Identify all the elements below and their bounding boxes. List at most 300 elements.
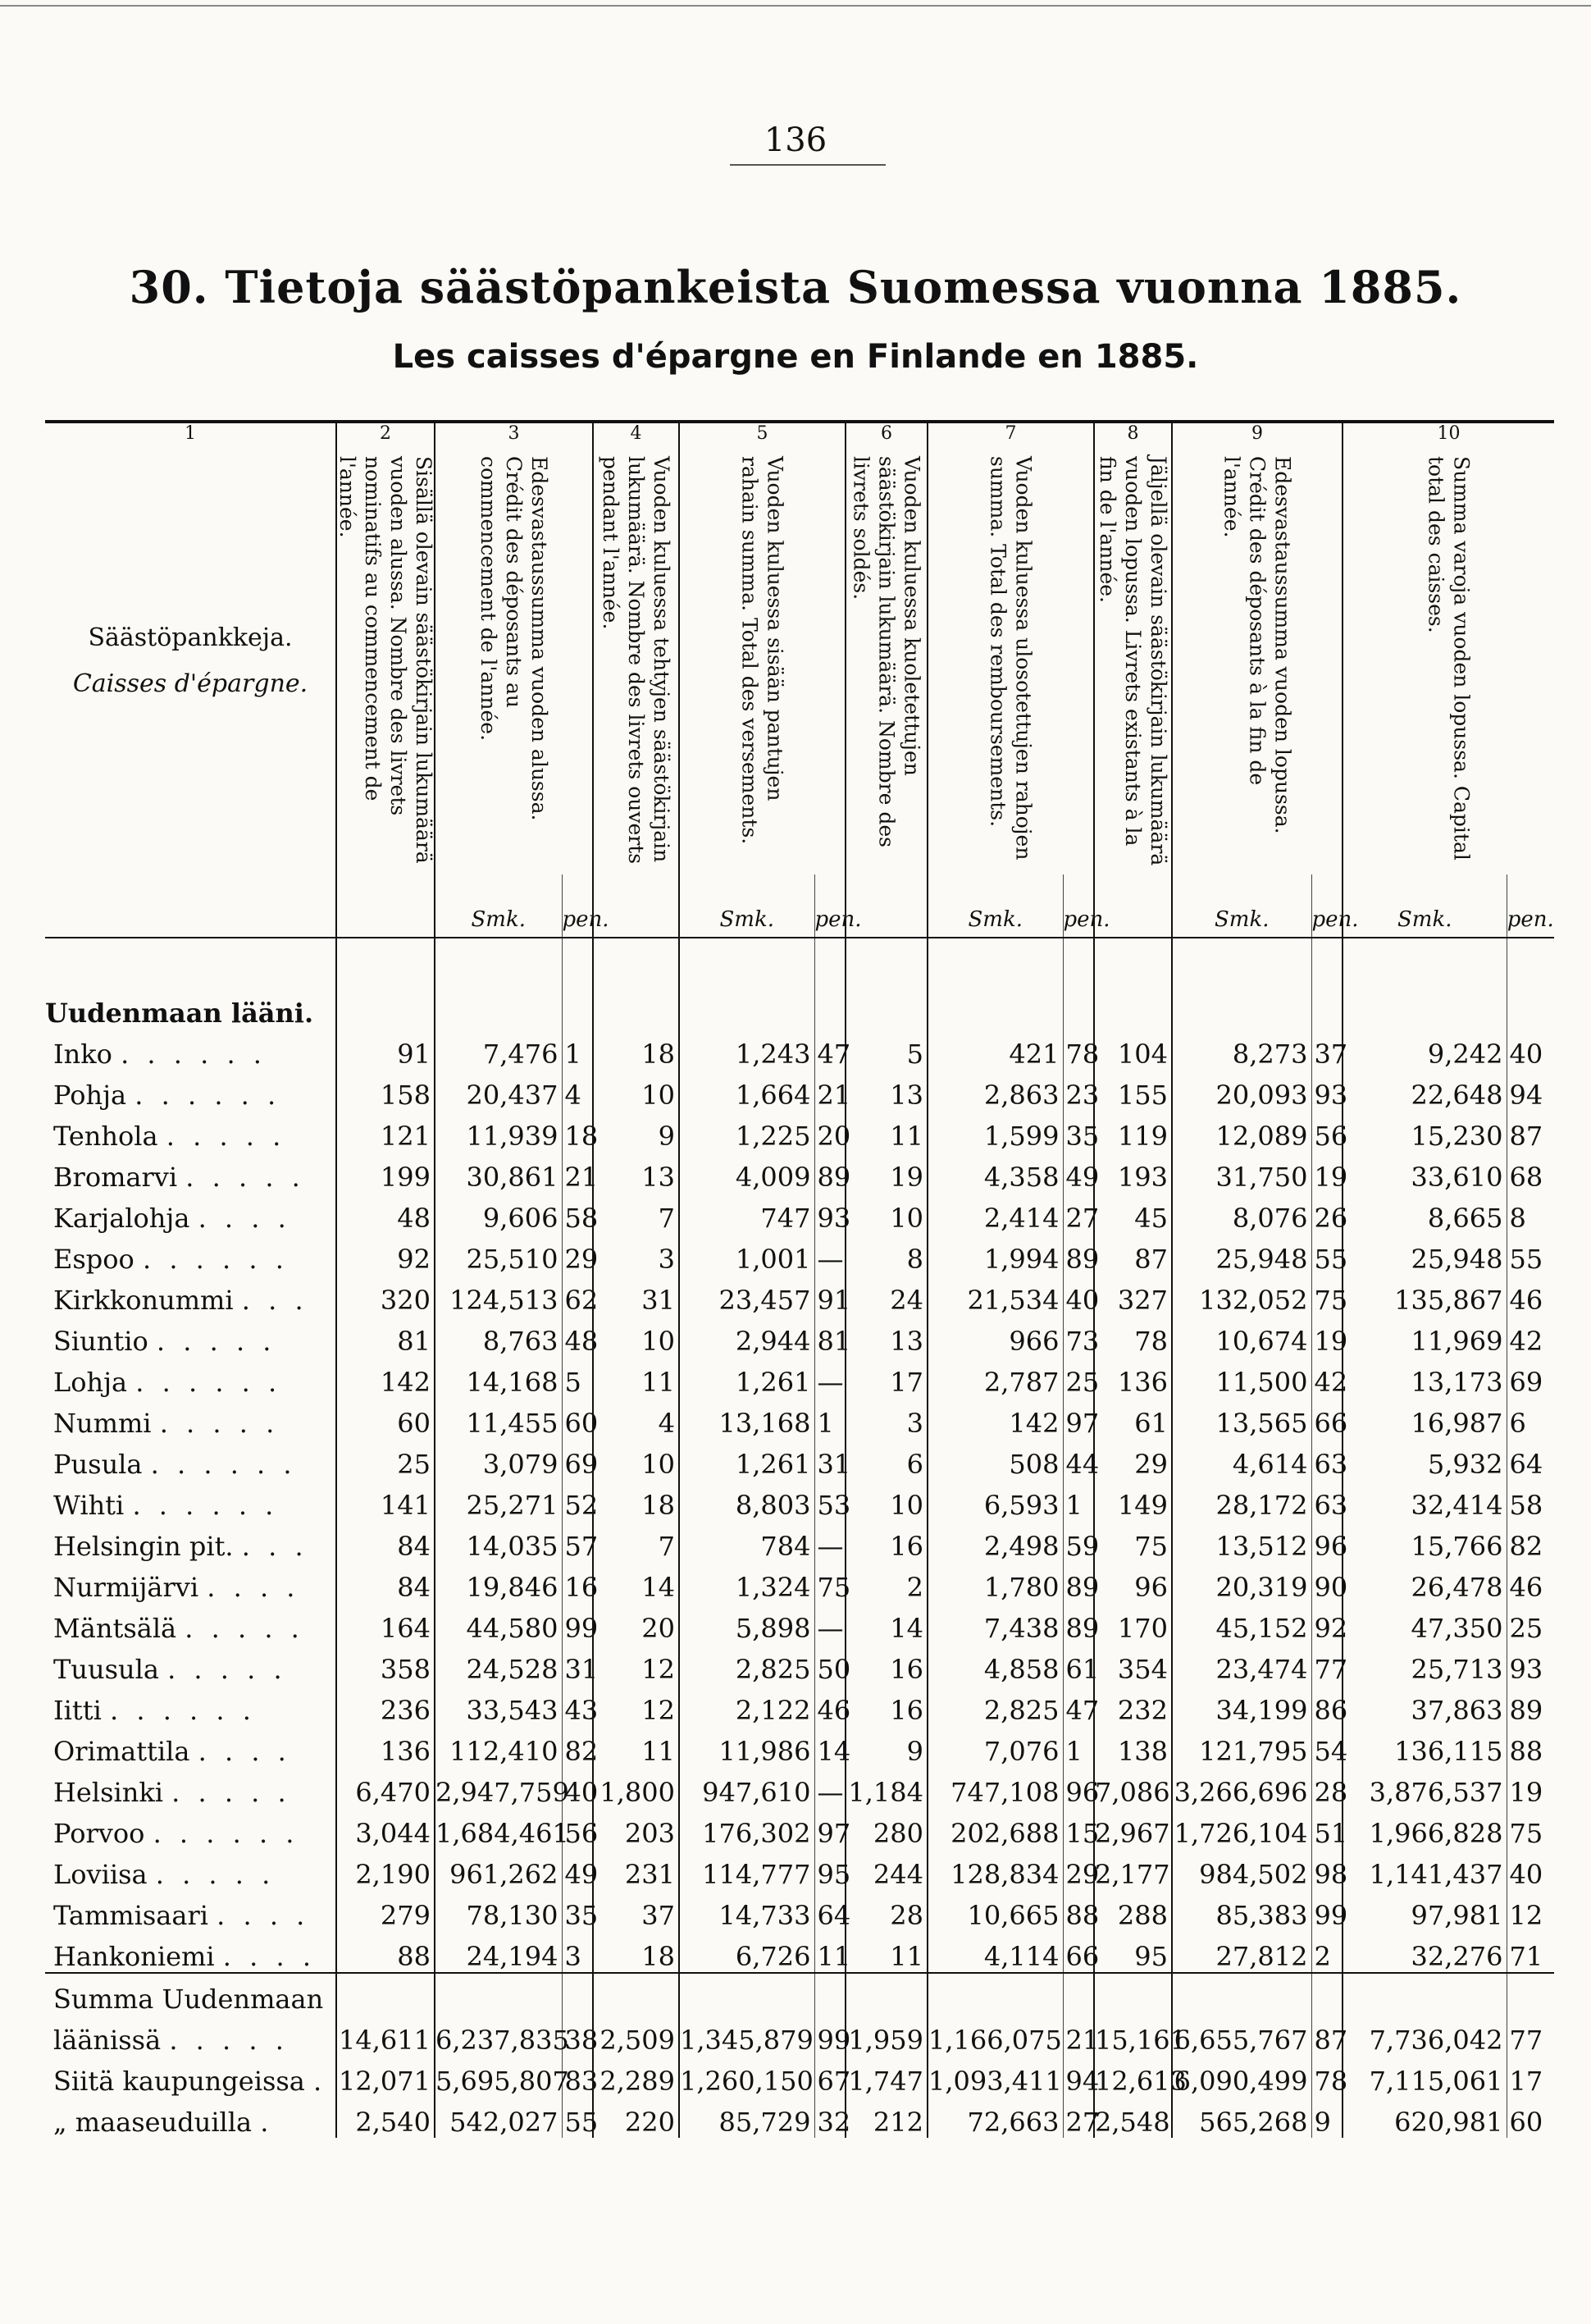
cell-c5p: 20 <box>814 1111 846 1152</box>
cell-c7: 4,858 <box>928 1644 1063 1685</box>
table-row <box>45 1685 1554 1726</box>
table-row <box>45 2015 1554 2056</box>
cell-c3: 24,194 <box>435 1931 562 1973</box>
bank-name-text: Loviisa <box>53 1859 148 1890</box>
cell-c6: 13 <box>846 1316 928 1357</box>
cell-c3: 19,846 <box>435 1562 562 1603</box>
cell-c3: 2,947,759 <box>435 1767 562 1808</box>
col-num-10: 10 <box>1343 422 1554 448</box>
cell-c5: 747 <box>679 1193 814 1234</box>
cell-c6: 8 <box>846 1234 928 1275</box>
col-num-8: 8 <box>1094 422 1172 448</box>
cell-c2: 88 <box>336 1931 435 1973</box>
cell-c5: 13,168 <box>679 1398 814 1439</box>
leader-dots: . . . . . . <box>153 1818 299 1849</box>
bank-name <box>45 1767 336 1808</box>
unit-pen-9: pen. <box>1311 874 1343 938</box>
page-number: 136 <box>764 121 827 159</box>
cell-c3p: 35 <box>562 1890 593 1931</box>
cell-c4: 2,509 <box>593 2015 679 2056</box>
cell-c3: 7,476 <box>435 1029 562 1070</box>
cell-c10p: 94 <box>1507 1070 1554 1111</box>
header-col-3-fr: Crédit des déposants au commencement de l'année. <box>476 456 526 742</box>
cell-c7p: 1 <box>1063 1726 1094 1767</box>
cell-c4: 12 <box>593 1644 679 1685</box>
header-col-5-fr: Total des versements. <box>737 618 762 845</box>
cell-c5: 2,944 <box>679 1316 814 1357</box>
cell-c3p: 49 <box>562 1849 593 1890</box>
cell-c3p: 43 <box>562 1685 593 1726</box>
cell-c9: 1,726,104 <box>1172 1808 1311 1849</box>
cell-c7: 10,665 <box>928 1890 1063 1931</box>
cell-c10p: 8 <box>1507 1193 1554 1234</box>
cell-c5: 1,001 <box>679 1234 814 1275</box>
cell-c10p: 75 <box>1507 1808 1554 1849</box>
cell-c2: 142 <box>336 1357 435 1398</box>
unit-pen-10: pen. <box>1507 874 1554 938</box>
cell-c10: 32,276 <box>1343 1931 1507 1973</box>
header-col-10 <box>1343 448 1554 874</box>
table-row <box>45 1521 1554 1562</box>
cell-c2: 136 <box>336 1726 435 1767</box>
cell-c3p: 69 <box>562 1439 593 1480</box>
cell-c5: 1,243 <box>679 1029 814 1070</box>
cell-c4: 7 <box>593 1521 679 1562</box>
unit-blank-2 <box>336 874 435 938</box>
cell-c4: 31 <box>593 1275 679 1316</box>
cell-c2: 91 <box>336 1029 435 1070</box>
cell-c5: 11,986 <box>679 1726 814 1767</box>
cell-c4: 231 <box>593 1849 679 1890</box>
cell-c5p: 47 <box>814 1029 846 1070</box>
bank-name <box>45 1029 336 1070</box>
bank-name-text: Tammisaari <box>53 1900 208 1931</box>
cell-c9p: 26 <box>1311 1193 1343 1234</box>
header-banks <box>45 448 336 874</box>
cell-c4: 4 <box>593 1398 679 1439</box>
cell-c4: 14 <box>593 1562 679 1603</box>
cell-c9p: 75 <box>1311 1275 1343 1316</box>
unit-mk-9: Smk. <box>1172 874 1311 938</box>
header-col-8-fr: Livrets existants à la fin de l'année. <box>1096 456 1145 847</box>
cell-c7p: 59 <box>1063 1521 1094 1562</box>
header-col-10-fr: Capital total des caisses. <box>1424 456 1474 861</box>
cell-c9p: 28 <box>1311 1767 1343 1808</box>
header-col-9-fi: Edesvastaussumma vuoden lopussa. <box>1270 456 1295 834</box>
leader-dots: . . . . <box>198 1736 291 1767</box>
bank-name-text: Nurmijärvi <box>53 1572 199 1603</box>
page-subtitle: Les caisses d'épargne en Finlande en 1885. <box>392 338 1199 376</box>
cell-c7p: 66 <box>1063 1931 1094 1973</box>
cell-c9p: 86 <box>1311 1685 1343 1726</box>
table-row <box>45 1890 1554 1931</box>
cell-c3: 3,079 <box>435 1439 562 1480</box>
col-num-9: 9 <box>1172 422 1343 448</box>
cell-c10p: 17 <box>1507 2056 1554 2097</box>
leader-dots: . . . . . <box>185 1613 304 1644</box>
cell-c5: 784 <box>679 1521 814 1562</box>
cell-c5p: — <box>814 1603 846 1644</box>
leader-dots: . . . . . . <box>134 1080 281 1111</box>
table-body <box>45 938 1554 2138</box>
cell-c6: 10 <box>846 1480 928 1521</box>
cell-c5p: 91 <box>814 1275 846 1316</box>
cell-c4: 220 <box>593 2097 679 2138</box>
summary-label: Summa Uudenmaan <box>45 1973 336 2015</box>
cell-c3: 5,695,807 <box>435 2056 562 2097</box>
leader-dots: . . . . . <box>166 1121 286 1152</box>
cell-c5: 2,825 <box>679 1644 814 1685</box>
bank-name-text: Bromarvi <box>53 1162 178 1193</box>
cell-c9p: 99 <box>1311 1890 1343 1931</box>
cell-c8: 155 <box>1094 1070 1172 1111</box>
cell-c2: 2,540 <box>336 2097 435 2138</box>
leader-dots: . . . . . <box>167 1654 287 1685</box>
cell-c6: 17 <box>846 1357 928 1398</box>
cell-c6: 16 <box>846 1644 928 1685</box>
cell-c9: 984,502 <box>1172 1849 1311 1890</box>
bank-name <box>45 1890 336 1931</box>
cell-c9p: 55 <box>1311 1234 1343 1275</box>
cell-c8: 119 <box>1094 1111 1172 1152</box>
cell-c8: 7,086 <box>1094 1767 1172 1808</box>
cell-c2: 121 <box>336 1111 435 1152</box>
cell-c10: 8,665 <box>1343 1193 1507 1234</box>
cell-c3p: 83 <box>562 2056 593 2097</box>
cell-c6: 5 <box>846 1029 928 1070</box>
cell-c2: 84 <box>336 1521 435 1562</box>
bank-name-text: Hankoniemi <box>53 1941 215 1972</box>
bank-name <box>45 1726 336 1767</box>
cell-c9: 11,500 <box>1172 1357 1311 1398</box>
table-row <box>45 1726 1554 1767</box>
cell-c10: 33,610 <box>1343 1152 1507 1193</box>
cell-c5p: 93 <box>814 1193 846 1234</box>
bank-name-text: Helsingin pit. <box>53 1531 234 1562</box>
bank-name <box>45 1234 336 1275</box>
cell-c3p: 5 <box>562 1357 593 1398</box>
bank-name-text: Lohja <box>53 1367 128 1398</box>
cell-c10: 135,867 <box>1343 1275 1507 1316</box>
cell-c8: 232 <box>1094 1685 1172 1726</box>
page-number-rule <box>730 164 886 166</box>
leader-dots: . . . . . <box>169 2025 289 2056</box>
col-num-5: 5 <box>679 422 846 448</box>
section-row <box>45 938 1554 1029</box>
cell-c10: 47,350 <box>1343 1603 1507 1644</box>
cell-c5p: 50 <box>814 1644 846 1685</box>
cell-c2: 92 <box>336 1234 435 1275</box>
cell-c5: 1,261 <box>679 1439 814 1480</box>
header-col-4 <box>593 448 679 874</box>
cell-c7: 142 <box>928 1398 1063 1439</box>
cell-c5: 85,729 <box>679 2097 814 2138</box>
cell-c5p: — <box>814 1234 846 1275</box>
bank-name <box>45 1193 336 1234</box>
cell-c7: 72,663 <box>928 2097 1063 2138</box>
header-col-8-fi: Jäljellä olevain säästökirjain lukumäärä vuoden lopussa. <box>1121 456 1170 866</box>
cell-c8: 78 <box>1094 1316 1172 1357</box>
cell-c6: 1,184 <box>846 1767 928 1808</box>
cell-c10p: 64 <box>1507 1439 1554 1480</box>
cell-c6: 11 <box>846 1931 928 1973</box>
cell-c4: 10 <box>593 1439 679 1480</box>
bank-name <box>45 1070 336 1111</box>
cell-c10: 26,478 <box>1343 1562 1507 1603</box>
cell-c10: 620,981 <box>1343 2097 1507 2138</box>
cell-c7: 4,358 <box>928 1152 1063 1193</box>
header-col-3-fi: Edesvastaussumma vuoden alussa. <box>527 456 551 821</box>
header-banks-fr: Caisses d'épargne. <box>72 669 308 698</box>
unit-mk-10: Smk. <box>1343 874 1507 938</box>
cell-c7: 1,780 <box>928 1562 1063 1603</box>
cell-c2: 279 <box>336 1890 435 1931</box>
table-row <box>45 1562 1554 1603</box>
cell-c10p: 89 <box>1507 1685 1554 1726</box>
cell-c7p: 40 <box>1063 1275 1094 1316</box>
cell-c10p: 69 <box>1507 1357 1554 1398</box>
cell-c7: 202,688 <box>928 1808 1063 1849</box>
cell-c9p: 42 <box>1311 1357 1343 1398</box>
table-row <box>45 1849 1554 1890</box>
cell-c9: 23,474 <box>1172 1644 1311 1685</box>
cell-c5p: 32 <box>814 2097 846 2138</box>
cell-c4: 1,800 <box>593 1767 679 1808</box>
cell-c3: 14,168 <box>435 1357 562 1398</box>
cell-c10p: 25 <box>1507 1603 1554 1644</box>
cell-c7: 6,593 <box>928 1480 1063 1521</box>
cell-c5p: — <box>814 1357 846 1398</box>
cell-c3: 25,510 <box>435 1234 562 1275</box>
cell-c5p: 97 <box>814 1808 846 1849</box>
cell-c7p: 61 <box>1063 1644 1094 1685</box>
cell-c3p: 1 <box>562 1029 593 1070</box>
cell-c3: 11,455 <box>435 1398 562 1439</box>
cell-c9: 121,795 <box>1172 1726 1311 1767</box>
bank-name-text: Helsinki <box>53 1777 163 1808</box>
cell-c10p: 82 <box>1507 1521 1554 1562</box>
cell-c7: 2,863 <box>928 1070 1063 1111</box>
table-row <box>45 1275 1554 1316</box>
cell-c10: 32,414 <box>1343 1480 1507 1521</box>
table-row <box>45 1234 1554 1275</box>
bank-name-text: Siuntio <box>53 1326 148 1357</box>
cell-c7p: 89 <box>1063 1603 1094 1644</box>
cell-c9: 85,383 <box>1172 1890 1311 1931</box>
cell-c6: 2 <box>846 1562 928 1603</box>
cell-c10: 15,766 <box>1343 1521 1507 1562</box>
cell-c5p: 53 <box>814 1480 846 1521</box>
header-col-9 <box>1172 448 1343 874</box>
cell-c3p: 29 <box>562 1234 593 1275</box>
cell-c10p: 6 <box>1507 1398 1554 1439</box>
cell-c9p: 98 <box>1311 1849 1343 1890</box>
cell-c4: 10 <box>593 1070 679 1111</box>
header-col-6-fi: Vuoden kuluessa kuoletettujen säästökirjain lukumäärä. <box>874 456 924 776</box>
cell-c9: 20,319 <box>1172 1562 1311 1603</box>
cell-c3p: 55 <box>562 2097 593 2138</box>
bank-name <box>45 1111 336 1152</box>
table-row <box>45 1644 1554 1685</box>
leader-dots: . . . . . . <box>150 1449 297 1480</box>
column-header-row <box>45 448 1554 874</box>
bank-name <box>45 2015 336 2056</box>
cell-c7: 4,114 <box>928 1931 1063 1973</box>
cell-c3: 44,580 <box>435 1603 562 1644</box>
cell-c5p: 31 <box>814 1439 846 1480</box>
cell-c9: 3,266,696 <box>1172 1767 1311 1808</box>
cell-c7p: 89 <box>1063 1234 1094 1275</box>
cell-c7p: 27 <box>1063 2097 1094 2138</box>
cell-c7: 421 <box>928 1029 1063 1070</box>
bank-name <box>45 1480 336 1521</box>
cell-c2: 3,044 <box>336 1808 435 1849</box>
cell-c2: 141 <box>336 1480 435 1521</box>
cell-c7p: 73 <box>1063 1316 1094 1357</box>
leader-dots: . <box>313 2066 327 2097</box>
cell-c8: 15,161 <box>1094 2015 1172 2056</box>
cell-c9: 10,674 <box>1172 1316 1311 1357</box>
cell-c2: 236 <box>336 1685 435 1726</box>
cell-c2: 2,190 <box>336 1849 435 1890</box>
cell-c3p: 3 <box>562 1931 593 1973</box>
bank-name <box>45 1644 336 1685</box>
cell-c3p: 57 <box>562 1521 593 1562</box>
cell-c6: 13 <box>846 1070 928 1111</box>
cell-c3p: 40 <box>562 1767 593 1808</box>
leader-dots: . . . . . <box>155 1859 276 1890</box>
cell-c10: 25,713 <box>1343 1644 1507 1685</box>
cell-c7: 2,414 <box>928 1193 1063 1234</box>
cell-c5p: — <box>814 1767 846 1808</box>
cell-c9: 12,089 <box>1172 1111 1311 1152</box>
cell-c9: 8,076 <box>1172 1193 1311 1234</box>
cell-c10: 15,230 <box>1343 1111 1507 1152</box>
cell-c9: 13,565 <box>1172 1398 1311 1439</box>
bank-name-text: Karjalohja <box>53 1203 190 1234</box>
header-banks-fi: Säästöpankkeja. <box>88 623 293 652</box>
leader-dots: . . . <box>241 1531 308 1562</box>
cell-c9: 6,655,767 <box>1172 2015 1311 2056</box>
cell-c4: 18 <box>593 1029 679 1070</box>
bank-name <box>45 1316 336 1357</box>
cell-c5p: 1 <box>814 1398 846 1439</box>
cell-c5: 4,009 <box>679 1152 814 1193</box>
cell-c2: 358 <box>336 1644 435 1685</box>
cell-c9: 13,512 <box>1172 1521 1311 1562</box>
header-col-4-fr: Nombre des livrets ouverts pendant l'année. <box>599 456 648 865</box>
cell-c10p: 88 <box>1507 1726 1554 1767</box>
cell-c3p: 18 <box>562 1111 593 1152</box>
col-num-1: 1 <box>45 422 336 448</box>
cell-c9p: 92 <box>1311 1603 1343 1644</box>
cell-c6: 9 <box>846 1726 928 1767</box>
cell-c10p: 42 <box>1507 1316 1554 1357</box>
cell-c6: 16 <box>846 1521 928 1562</box>
cell-c9p: 96 <box>1311 1521 1343 1562</box>
cell-c8: 96 <box>1094 1562 1172 1603</box>
cell-c2: 84 <box>336 1562 435 1603</box>
cell-c5: 23,457 <box>679 1275 814 1316</box>
cell-c4: 12 <box>593 1685 679 1726</box>
cell-c9p: 56 <box>1311 1111 1343 1152</box>
cell-c5: 14,733 <box>679 1890 814 1931</box>
table-row <box>45 1152 1554 1193</box>
cell-c4: 11 <box>593 1726 679 1767</box>
cell-c9: 132,052 <box>1172 1275 1311 1316</box>
cell-c8: 170 <box>1094 1603 1172 1644</box>
table-row <box>45 2097 1554 2138</box>
cell-c7p: 1 <box>1063 1480 1094 1521</box>
cell-c7: 21,534 <box>928 1275 1063 1316</box>
cell-c8: 2,177 <box>1094 1849 1172 1890</box>
cell-c8: 193 <box>1094 1152 1172 1193</box>
leader-dots: . . . . . <box>185 1162 305 1193</box>
cell-c10p: 55 <box>1507 1234 1554 1275</box>
cell-c8: 12,613 <box>1094 2056 1172 2097</box>
cell-c10: 136,115 <box>1343 1726 1507 1767</box>
table-row <box>45 1931 1554 1973</box>
cell-c5: 1,664 <box>679 1070 814 1111</box>
cell-c7p: 44 <box>1063 1439 1094 1480</box>
table-row <box>45 1029 1554 1070</box>
cell-c6: 19 <box>846 1152 928 1193</box>
leader-dots: . . . <box>241 1285 308 1316</box>
cell-c9p: 77 <box>1311 1644 1343 1685</box>
col-num-6: 6 <box>846 422 928 448</box>
bank-name-text: Porvoo <box>53 1818 145 1849</box>
cell-c3p: 38 <box>562 2015 593 2056</box>
cell-c5p: 21 <box>814 1070 846 1111</box>
table-row <box>45 1603 1554 1644</box>
cell-c2: 14,611 <box>336 2015 435 2056</box>
cell-c7p: 49 <box>1063 1152 1094 1193</box>
bank-name <box>45 1685 336 1726</box>
cell-c6: 11 <box>846 1111 928 1152</box>
cell-c10: 37,863 <box>1343 1685 1507 1726</box>
cell-c7p: 94 <box>1063 2056 1094 2097</box>
cell-c7: 747,108 <box>928 1767 1063 1808</box>
cell-c5: 1,324 <box>679 1562 814 1603</box>
unit-pen-5: pen. <box>814 874 846 938</box>
cell-c2: 12,071 <box>336 2056 435 2097</box>
leader-dots: . . . . . <box>159 1408 280 1439</box>
bank-name-text: Espoo <box>53 1244 134 1275</box>
bank-name-text: Orimattila <box>53 1736 190 1767</box>
cell-c5: 114,777 <box>679 1849 814 1890</box>
cell-c5: 2,122 <box>679 1685 814 1726</box>
cell-c5p: 99 <box>814 2015 846 2056</box>
cell-c4: 20 <box>593 1603 679 1644</box>
cell-c4: 13 <box>593 1152 679 1193</box>
cell-c7: 1,093,411 <box>928 2056 1063 2097</box>
cell-c5p: 46 <box>814 1685 846 1726</box>
cell-c3: 25,271 <box>435 1480 562 1521</box>
cell-c9: 31,750 <box>1172 1152 1311 1193</box>
cell-c9p: 66 <box>1311 1398 1343 1439</box>
cell-c7p: 25 <box>1063 1357 1094 1398</box>
leader-dots: . . . . . . <box>132 1490 279 1521</box>
cell-c3: 9,606 <box>435 1193 562 1234</box>
cell-c5: 5,898 <box>679 1603 814 1644</box>
cell-c7: 1,599 <box>928 1111 1063 1152</box>
summary-label-row <box>45 1973 1554 2015</box>
cell-c10p: 71 <box>1507 1931 1554 1973</box>
cell-c9: 565,268 <box>1172 2097 1311 2138</box>
cell-c3p: 62 <box>562 1275 593 1316</box>
page-title: 30. Tietoja säästöpankeista Suomessa vuonna 1885. <box>129 261 1462 313</box>
bank-name <box>45 1603 336 1644</box>
